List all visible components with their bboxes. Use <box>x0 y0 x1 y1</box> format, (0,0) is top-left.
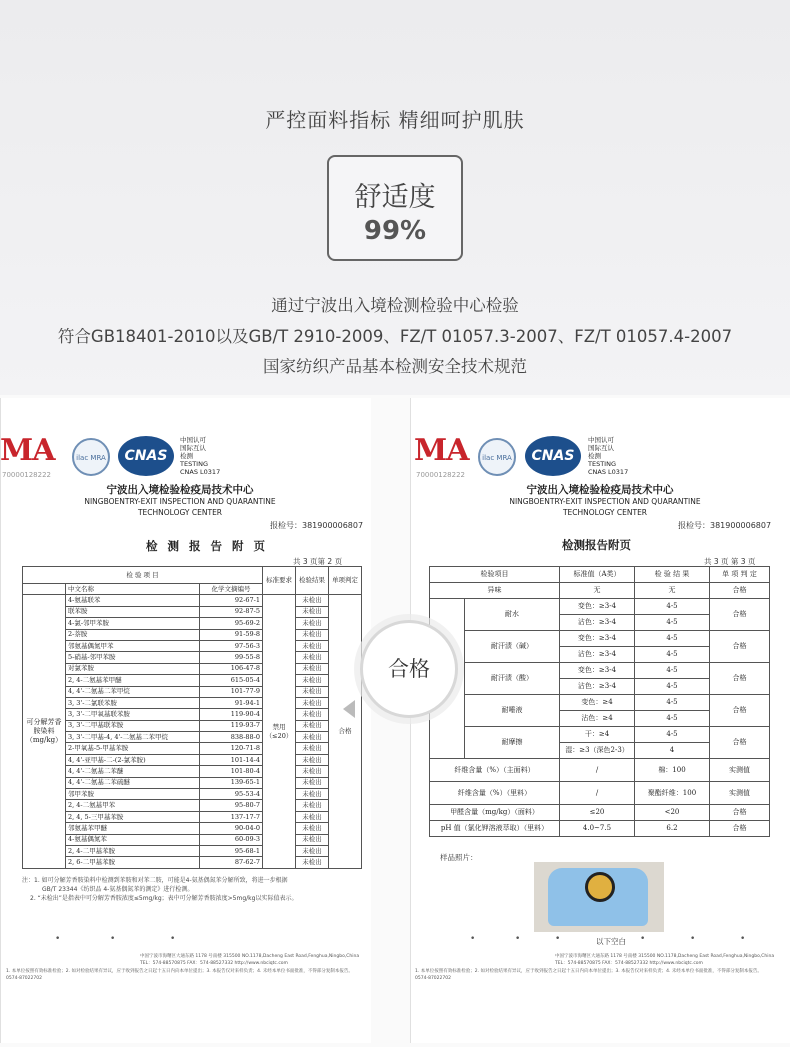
ilac-logo: ilac MRA <box>72 438 110 476</box>
table-row: 邻氨基偶氮甲苯 97-56-3 未检出 <box>23 640 362 651</box>
table-row: 耐摩擦 干：≥4 4-5 合格 <box>430 727 770 743</box>
table-row: 沾色：≥4 4-5 <box>430 711 770 727</box>
dot: • <box>170 934 176 944</box>
table-row: 2, 4-二甲基苯胺 95-68-1 未检出 <box>23 845 362 856</box>
cma-number-2: 70000128222 <box>416 471 465 479</box>
table-row: 沾色：≥3-4 4-5 <box>430 615 770 631</box>
page-title: 严控面料指标 精细呵护肌肤 <box>265 108 525 132</box>
table-row: 3, 3'-二甲基联苯胺 119-93-7 未检出 <box>23 720 362 731</box>
table-row: pH 值（氯化钾溶液萃取）（里料） 4.0~7.5 6.2 合格 <box>430 821 770 837</box>
ilac-logo-2: ilac MRA <box>478 438 516 476</box>
badge-value: 99% <box>363 216 427 246</box>
report-title-2: 检测报告附页 <box>562 538 631 552</box>
table-row: 3, 3'-二甲基-4, 4'-二氨基二苯甲烷 838-88-0 未检出 <box>23 732 362 743</box>
table-row: 4, 4'-二氨基二苯醚 101-80-4 未检出 <box>23 766 362 777</box>
table-row: 邻氨基苯甲醚 90-04-0 未检出 <box>23 823 362 834</box>
report-number: 报检号：381900006807 <box>270 521 364 530</box>
blank-note: 以下空白 <box>596 937 626 946</box>
dot: • <box>555 934 561 944</box>
footer-address-2: 中国宁波市海曙区大通东路 1178 号南楼 315500 NO.1178,Dacheng East Road,Fenghua,Ningbo,China TEL：574-88570875 FAX：574-88527332 http://www.nbciqtc.com <box>555 954 775 966</box>
dot: • <box>470 934 476 944</box>
dot: • <box>55 934 61 944</box>
report-title: 检 测 报 告 附 页 <box>146 539 269 553</box>
amine-table: 检 验 项 目 标准要求 检验结果 单项判定 中文名称 化学文摘编号 可分解芳香胺染料（mg/kg） 4-氨基联苯 92-67-1 禁用（≤20） 未检出 合格 联苯胺 92-87-5 未检出 4-氯-邻甲苯胺 95-69-2 未检出 2-萘胺 91-59-8 未检出 邻氨基偶氮甲苯 97-56-3 未检出 5-硝基-邻甲苯胺 99-55-8 未检出 对氯苯胺 106-47-8 未检出 2, 4-二氨基苯甲醚 615-05-4 未检出 4, 4'-二氨基二苯甲烷 101-77-9 未检出 3, 3'-二氯联苯胺 91-94-1 未检出 3, 3'-二甲氧基联苯胺 119-90-4 未检出 3, 3'-二甲基联苯胺 119-93-7 未检出 3, 3'-二甲基-4, 4'-二氨基二苯甲烷 838-88-0 未检出 2-甲氧基-5-甲基苯胺 120-71-8 未检出 4, 4'-亚甲基-二-(2-氯苯胺) 101-14-4 未检出 4, 4'-二氨基二苯醚 101-80-4 未检出 4, 4'-二氨基二苯硫醚 139-65-1 未检出 邻甲苯胺 95-53-4 未检出 2, 4-二氨基甲苯 95-80-7 未检出 2, 4, 5-三甲基苯胺 137-17-7 未检出 邻氨基苯甲醚 90-04-0 未检出 4-氨基偶氮苯 60-09-3 未检出 2, 4-二甲基苯胺 95-68-1 未检出 2, 6-二甲基苯胺 87-62-7 未检出 <box>22 566 362 869</box>
pass-stamp: 合格 <box>360 620 458 718</box>
table-row: 2-萘胺 91-59-8 未检出 <box>23 629 362 640</box>
table-row: 湿：≥3（深色2-3） 4 <box>430 743 770 759</box>
table-row: 甲醛含量（mg/kg）（面料） ≤20 <20 合格 <box>430 805 770 821</box>
report-number-2: 报检号：381900006807 <box>678 521 772 530</box>
table-row: 沾色：≥3-4 4-5 <box>430 679 770 695</box>
footer-terms-2: 1. 本单位按照有效标准检验；2. 如对检验结果有异议，应于收到报告之日起十五日内向本单位提出；3. 本报告仅对来样负责；4. 未经本单位书面批准，不得部分复制本报告。 0574-87022702 <box>415 969 762 981</box>
table-row: 耐汗渍（酸） 变色：≥3-4 4-5 合格 <box>430 663 770 679</box>
dot: • <box>740 934 746 944</box>
table-row: 耐唾液 变色：≥4 4-5 合格 <box>430 695 770 711</box>
dot: • <box>515 934 521 944</box>
report-notes: 注：1. 如可分解芳香胺染料中检测到苯胺和对苯二胺，可能是4-氨基偶氮苯分解所致，将进一步根据 GB/T 23344《纺织品 4-氨基偶氮苯的测定》进行检测。 2. “未检出”是指表中可分解芳香胺浓度≤5mg/kg；表中可分解芳香胺浓度>5mg/kg以实际值表示。 <box>22 877 298 902</box>
org-name: 宁波出入境检验检疫局技术中心 <box>106 484 254 496</box>
dot: • <box>640 934 646 944</box>
org-name-en: NINGBOENTRY-EXIT INSPECTION AND QUARANTINE TECHNOLOGY CENTER <box>84 497 276 517</box>
photo-label: 样品照片： <box>440 853 478 862</box>
table-row: 2-甲氧基-5-甲基苯胺 120-71-8 未检出 <box>23 743 362 754</box>
table-row: 4-氯-邻甲苯胺 95-69-2 未检出 <box>23 618 362 629</box>
badge-label: 舒适度 <box>354 182 436 213</box>
table-row: 4, 4'-亚甲基-二-(2-氯苯胺) 101-14-4 未检出 <box>23 754 362 765</box>
table-row: 纤维含量（%）（主面料） / 棉：100 实测值 <box>430 759 770 782</box>
table-row: 2, 4, 5-三甲基苯胺 137-17-7 未检出 <box>23 811 362 822</box>
table-row: 3, 3'-二甲氧基联苯胺 119-90-4 未检出 <box>23 709 362 720</box>
table-row: 4, 4'-二氨基二苯甲烷 101-77-9 未检出 <box>23 686 362 697</box>
cma-logo-2: MA <box>414 433 469 468</box>
spec-line: 国家纺织产品基本检测安全技术规范 <box>263 357 527 376</box>
dot: • <box>690 934 696 944</box>
table-row: 2, 4-二氨基甲苯 95-80-7 未检出 <box>23 800 362 811</box>
page-info: 共 3 页第 2 页 <box>293 557 343 566</box>
org-name-2: 宁波出入境检验检疫局技术中心 <box>526 484 674 496</box>
bear-print <box>585 872 615 902</box>
standards-line: 符合GB18401-2010以及GB/T 2910-2009、FZ/T 01057.3-2007、FZ/T 01057.4-2007 <box>57 327 733 346</box>
comfort-badge <box>327 155 463 261</box>
table-row: 纤维含量（%）（里料） / 聚酯纤维：100 实测值 <box>430 782 770 805</box>
inspection-line: 通过宁波出入境检测检验中心检验 <box>271 296 519 315</box>
page-info-2: 共 3 页 第 3 页 <box>704 557 756 566</box>
table-row: 耐水 变色：≥3-4 4-5 合格 <box>430 599 770 615</box>
pointer-arrow <box>343 700 355 718</box>
cnas-logo-2: CNAS <box>525 436 581 476</box>
table-row: 2, 6-二甲基苯胺 87-62-7 未检出 <box>23 857 362 868</box>
table-row: 5-硝基-邻甲苯胺 99-55-8 未检出 <box>23 652 362 663</box>
table-row: 对氯苯胺 106-47-8 未检出 <box>23 663 362 674</box>
table-row: 邻甲苯胺 95-53-4 未检出 <box>23 789 362 800</box>
table-row: 可分解芳香胺染料（mg/kg） 4-氨基联苯 92-67-1 禁用（≤20） 未检出 合格 <box>23 595 362 606</box>
table-row: 2, 4-二氨基苯甲醚 615-05-4 未检出 <box>23 675 362 686</box>
cma-logo: MA <box>0 433 55 468</box>
table-row: 沾色：≥3-4 4-5 <box>430 647 770 663</box>
footer-terms: 1. 本单位按照有效标准检验；2. 如对检验结果有异议，应于收到报告之日起十五日内向本单位提出；3. 本报告仅对来样负责；4. 未经本单位书面批准，不得部分复制本报告。 0574-87022702 <box>6 969 353 981</box>
table-row: 4-氨基偶氮苯 60-09-3 未检出 <box>23 834 362 845</box>
table-row: 耐汗渍（碱） 变色：≥3-4 4-5 合格 <box>430 631 770 647</box>
org-name-en-2: NINGBOENTRY-EXIT INSPECTION AND QUARANTINE TECHNOLOGY CENTER <box>509 497 701 517</box>
cnas-text-2: 中国认可 国际互认 检测 TESTING CNAS L0317 <box>588 436 629 476</box>
table-row: 3, 3'-二氯联苯胺 91-94-1 未检出 <box>23 697 362 708</box>
cnas-logo: CNAS <box>118 436 174 476</box>
dot: • <box>110 934 116 944</box>
table-row: 联苯胺 92-87-5 未检出 <box>23 606 362 617</box>
footer-address: 中国宁波市海曙区大通东路 1178 号南楼 315500 NO.1178,Dacheng East Road,Fenghua,Ningbo,China TEL：574-88570875 FAX：574-88527332 http://www.nbciqtc.com <box>140 954 360 966</box>
fastness-table: 检验项目 标准值（A类） 检 验 结 果 单 项 判 定 异味 无 无 合格 耐水 变色：≥3-4 4-5 合格 沾色：≥3-4 4-5 耐汗渍（碱） 变色：≥3-4 4-5 合格 沾色：≥3-4 4-5 耐汗渍（酸） 变色：≥3-4 4-5 合格 沾色：≥3-4 4-5 耐唾液 变色：≥4 4-5 合格 沾色：≥4 4-5 耐摩擦 干：≥4 4-5 合格 湿：≥3（深色2-3） 4 纤维含量（%）（主面料） / 棉：100 实测值 纤维含量（%）（里料） / 聚酯纤维：100 实测值 甲醛含量（mg/kg）（面料） ≤20 <20 合格 pH 值（氯化钾溶液萃取）（里料） 4.0~7.5 6.2 合格 <box>429 566 770 837</box>
table-row: 4, 4'-二氨基二苯硫醚 139-65-1 未检出 <box>23 777 362 788</box>
cma-number: 70000128222 <box>2 471 51 479</box>
cnas-text: 中国认可 国际互认 检测 TESTING CNAS L0317 <box>180 436 221 476</box>
